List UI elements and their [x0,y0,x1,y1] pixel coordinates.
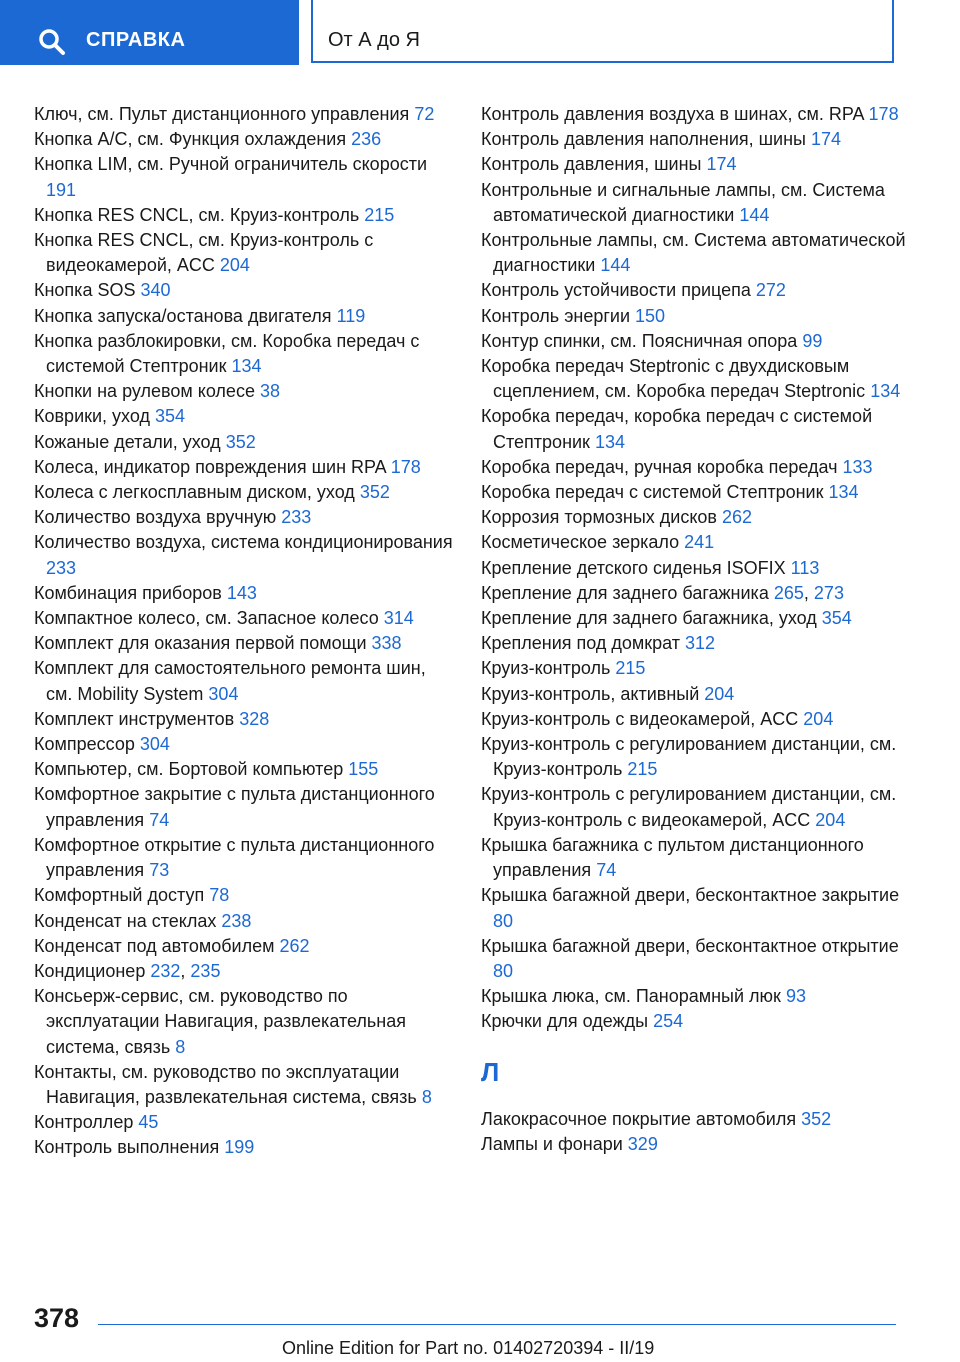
entry-text: Коррозия тормозных дисков [481,507,717,528]
page-link[interactable]: 354 [821,608,852,629]
index-entry [481,530,921,555]
page-link[interactable]: 38 [259,381,281,402]
index-entry [481,1107,921,1132]
entry-text: Круиз-контроль с регулированием дистанции, см. Круиз-контроль с видеокамерой, ACC [481,784,897,830]
index-entry [481,455,921,480]
entry-text: Крепление для заднего багажника [481,582,769,603]
page-link[interactable]: 273 [813,582,844,603]
page-link[interactable]: 134 [594,431,625,452]
index-entry [34,228,454,278]
index-entry [34,127,454,152]
entry-text: Количество воздуха, система кондиционирования [34,532,453,553]
page-link[interactable]: 204 [803,708,834,729]
index-entry [481,682,921,707]
index-entry [481,404,921,454]
page-link[interactable]: 352 [801,1108,832,1129]
entry-text: Комфортный доступ [34,885,205,906]
index-entry [34,1060,454,1110]
entry-text: Коробка передач, коробка передач с системой Стептроник [481,406,873,452]
index-entry [34,480,454,505]
index-entry [34,934,454,959]
page-link[interactable]: 73 [149,860,170,881]
a-to-z-tab-label: От А до Я [328,29,420,51]
entry-text: Крючки для одежды [481,1011,649,1032]
page-link[interactable]: 80 [493,960,514,981]
index-column-right [481,102,921,1157]
entry-text: Количество воздуха вручную [34,507,277,528]
entry-text: Комплект инструментов [34,708,235,729]
index-entry [481,505,921,530]
entry-text: Кнопка A/C, см. Функция охлаждения [34,129,347,150]
index-entry [481,606,921,631]
entry-text: Лакокрасочное покрытие автомобиля [481,1108,797,1129]
entry-text: Крышка багажника с пультом дистанционного управления [481,834,864,881]
page-link[interactable]: 354 [155,406,186,427]
right-entries [481,102,921,1035]
index-entry [34,379,454,404]
index-entry [481,656,921,681]
index-entry [34,304,454,329]
page-link[interactable]: 8 [175,1036,186,1057]
page-link[interactable]: 352 [225,431,256,452]
index-entry [34,203,454,228]
page-link[interactable]: 328 [239,708,270,729]
entry-text: Комплект для самостоятельного ремонта шин, см. Mobility System [34,658,426,704]
index-entry [481,329,921,354]
section-letter: Л [481,1056,500,1087]
entry-text: Комфортное открытие с пульта дистанционного управления [34,834,435,881]
index-entry [34,631,454,656]
index-entry [481,304,921,329]
index-entry [34,782,454,832]
page-link[interactable]: 304 [139,734,170,755]
page-link[interactable]: 174 [706,154,737,175]
index-entry [34,909,454,934]
entry-text: Коробка передач, ручная коробка передач [481,456,838,477]
page-link[interactable]: 238 [221,910,252,931]
entry-text: Косметическое зеркало [481,532,680,553]
index-entry [481,934,921,984]
index-entry [34,606,454,631]
page-link[interactable]: 232 [150,960,181,981]
entry-text: Круиз-контроль с видеокамерой, ACC [481,708,799,729]
entry-text: Круиз-контроль, активный [481,683,700,704]
page-link[interactable]: 99 [802,330,823,351]
entry-text: Крышка люка, см. Панорамный люк [481,986,781,1007]
entry-text: Комбинация приборов [34,582,222,603]
page-link[interactable]: 74 [149,809,170,830]
index-entry [34,404,454,429]
index-entry [481,833,921,883]
page-link[interactable]: 80 [493,910,514,931]
page-link[interactable]: 340 [140,280,171,301]
index-entry [481,480,921,505]
index-entry [34,707,454,732]
index-entry [34,430,454,455]
entry-text: Контроль выполнения [34,1137,220,1158]
entry-text: Кожаные детали, уход [34,431,221,452]
entry-text: Круиз-контроль [481,658,611,679]
entry-text: Кнопка SOS [34,280,136,301]
page-link[interactable]: 215 [627,759,658,780]
index-entry [34,984,454,1060]
page-link[interactable]: 74 [596,860,617,881]
entry-text: Комфортное закрытие с пульта дистанционного управления [34,784,435,830]
page-link[interactable]: 272 [755,280,786,301]
entry-text: Контроль давления наполнения, шины [481,129,806,150]
help-tab-label: СПРАВКА [86,29,186,51]
page-link[interactable]: 233 [46,557,77,578]
page-link[interactable]: 204 [219,255,250,276]
entry-text: Крышка багажной двери, бесконтактное закрытие [481,885,900,906]
section-entries [481,1107,921,1157]
index-entry [34,833,454,883]
index-entry [481,102,921,127]
index-entry [481,278,921,303]
entry-text: Кондиционер [34,960,146,981]
index-entry [481,228,921,278]
entry-text: Контроллер [34,1112,134,1133]
page-link[interactable]: 113 [790,557,820,578]
index-entry [481,127,921,152]
index-entry [34,455,454,480]
index-entry [481,707,921,732]
entry-text: Комплект для оказания первой помощи [34,633,367,654]
search-icon [38,28,66,56]
page-link[interactable]: 329 [627,1133,658,1154]
entry-text: Кнопка RES CNCL, см. Круиз-контроль с видеокамерой, ACC [34,230,374,276]
page-link[interactable]: 178 [390,456,421,477]
index-entry [481,354,921,404]
page-link[interactable]: 215 [364,204,395,225]
footer-divider [98,1324,896,1325]
page-link[interactable]: 8 [421,1086,432,1107]
index-entry [481,556,921,581]
entry-text: Ключ, см. Пульт дистанционного управления [34,104,410,124]
entry-text: Конденсат под автомобилем [34,935,275,956]
index-entry: Кондиционер 232, 235 [34,960,221,981]
entry-text: Коробка передач Steptronic с двухдисковым сцеплением, см. Коробка передач Steptronic [481,356,866,402]
page-link[interactable]: 134 [828,482,859,503]
index-entry [481,1009,921,1034]
page-link[interactable]: 262 [721,507,753,528]
page-link[interactable]: 174 [811,129,842,150]
entry-text: Контроль давления воздуха в шинах, см. RPA [481,104,864,124]
page-link[interactable]: 133 [842,456,873,477]
entry-text: Контроль устойчивости прицепа [481,280,751,301]
page-link[interactable]: 144 [739,204,770,225]
page-link[interactable]: 144 [600,255,631,276]
page-link[interactable]: 352 [359,482,390,503]
entry-text: Колеса с легкосплавным диском, уход [34,482,355,503]
index-entry [34,102,454,127]
page-link[interactable]: 178 [868,104,899,124]
entry-text: Контрольные и сигнальные лампы, см. Система автоматической диагностики [481,179,885,225]
index-entry [481,1132,921,1157]
entry-text: Контур спинки, см. Поясничная опора [481,330,798,351]
page-link[interactable]: 236 [351,129,382,150]
index-entry [34,1135,454,1160]
entry-text: Кнопка RES CNCL, см. Круиз-контроль [34,204,360,225]
page-link[interactable]: 265 [773,582,804,603]
page-link[interactable]: 262 [279,935,310,956]
entry-text: Коврики, уход [34,406,150,427]
entry-text: Кнопки на рулевом колесе [34,381,255,402]
page-link[interactable]: 191 [46,179,77,200]
entry-text: Кнопка запуска/останова двигателя [34,305,332,326]
a-to-z-tab[interactable] [311,0,894,63]
page-link[interactable]: 233 [281,507,312,528]
entry-text: Контакты, см. руководство по эксплуатации Навигация, развлекательная система, связь [34,1061,417,1107]
entry-text: Компьютер, см. Бортовой компьютер [34,759,344,780]
page-number: 378 [34,1303,80,1333]
entry-text: Кнопка LIM, см. Ручной ограничитель скорости [34,154,428,175]
page-link[interactable]: 312 [685,633,716,654]
entry-text: Крепление детского сиденья ISOFIX [481,557,786,578]
entry-text: Компактное колесо, см. Запасное колесо [34,608,379,629]
page-link[interactable]: 314 [383,608,414,629]
index-entry [34,1110,454,1135]
entry-text: Контроль энергии [481,305,631,326]
index-entry [481,631,921,656]
entry-text: Контроль давления, шины [481,154,702,175]
index-entry [34,656,454,706]
entry-text: Консьерж-сервис, см. руководство по эксплуатации Навигация, развлекательная система, связь [34,986,406,1057]
help-tab[interactable] [0,0,299,65]
page-link[interactable]: 254 [653,1011,684,1032]
index-entry [481,178,921,228]
index-entry [481,883,921,933]
index-entry [34,278,454,303]
page-link[interactable]: 45 [138,1112,159,1133]
page-link[interactable]: 93 [785,986,806,1007]
index-entry [481,782,921,832]
page-link[interactable]: 134 [231,356,262,377]
index-entry [481,152,921,177]
index-entry: Крепление для заднего багажника 265, 273 [481,582,844,603]
page-link[interactable]: 155 [348,759,379,780]
entry-text: Крепления под домкрат [481,633,681,654]
page-link[interactable]: 134 [870,381,901,402]
entry-text: Крышка багажной двери, бесконтактное открытие [481,935,899,956]
page-link[interactable]: 241 [684,532,715,553]
entry-text: Компрессор [34,734,135,755]
entry-text: Контрольные лампы, см. Система автоматической диагностики [481,230,906,276]
index-entry [34,530,454,580]
entry-text: Коробка передач с системой Стептроник [481,482,824,503]
page-link[interactable]: 199 [224,1137,255,1158]
index-entry [34,757,454,782]
entry-text: Лампы и фонари [481,1133,623,1154]
entry-text: Крепление для заднего багажника, уход [481,608,817,629]
index-entry [34,883,454,908]
index-entry [34,581,454,606]
header-bar [0,0,960,66]
page-link[interactable]: 338 [371,633,402,654]
page-link[interactable]: 143 [226,582,257,603]
index-entry [34,329,454,379]
index-entry [34,152,454,202]
index-entry [34,732,454,757]
page-link[interactable]: 235 [190,960,221,981]
page-link[interactable]: 204 [815,809,846,830]
page-link[interactable]: 72 [414,104,435,124]
index-entry [481,732,921,782]
page-link[interactable]: 119 [336,305,366,326]
index-entry [481,984,921,1009]
page-link[interactable]: 150 [635,305,666,326]
footer-edition: Online Edition for Part no. 01402720394 - II/19 [282,1338,655,1358]
entry-text: Круиз-контроль с регулированием дистанции, см. Круиз-контроль [481,734,897,780]
page-link[interactable]: 78 [209,885,230,906]
index-column-left [34,102,454,1161]
page-link[interactable]: 215 [615,658,646,679]
entry-text: Колеса, индикатор повреждения шин RPA [34,456,386,477]
page-link[interactable]: 204 [704,683,735,704]
index-entry [34,505,454,530]
entry-text: Конденсат на стеклах [34,910,217,931]
page-link[interactable]: 304 [208,683,239,704]
entry-text: Кнопка разблокировки, см. Коробка передач с системой Стептроник [34,330,420,377]
